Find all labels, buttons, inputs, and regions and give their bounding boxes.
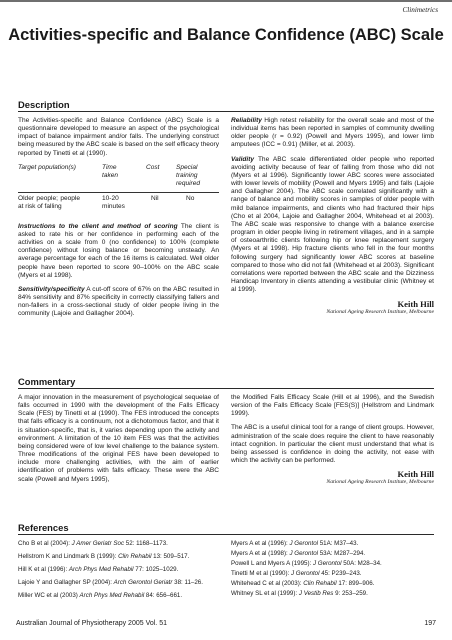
reference-journal: Arch Phys Med Rehabil <box>79 592 145 600</box>
reliability-paragraph <box>231 117 434 150</box>
commentary-author: Keith Hill <box>397 469 434 480</box>
reference-citation: 13: 509–517. <box>151 553 190 561</box>
commentary-right-text-2: The ABC is a useful clinical tool for a range of client groups. However, administration of the scale does require the client to have reasonably intact cognition. In particular the client must understand that what is being assessed is confidence in doing the activity, not ease with which the activity can be performed. <box>231 424 434 465</box>
table-row <box>18 195 219 223</box>
top-rule <box>0 0 452 2</box>
reference-authors: Myers A et al (1996): <box>231 540 290 547</box>
page-title: Activities-specific and Balance Confidence (ABC) Scale <box>8 26 444 44</box>
table-cell-time: 10-20 minutes <box>102 194 125 210</box>
references-left-column <box>18 540 219 605</box>
reference-journal: J Vestib Res <box>298 590 334 598</box>
reliability-lead: Reliability <box>231 117 262 124</box>
reference-item <box>18 579 219 587</box>
reference-journal: J Amer Geriatr Soc <box>71 540 125 547</box>
reference-item <box>231 550 434 558</box>
reference-journal: J Gerontol <box>289 550 319 558</box>
reference-item <box>231 570 434 578</box>
reference-authors: Whitehead C et al (2003): <box>231 580 304 588</box>
reference-citation: 52: 1168–1173. <box>124 540 168 547</box>
reference-item <box>18 553 219 561</box>
table-header-time: Time taken <box>102 163 119 179</box>
sensitivity-lead: Sensitivity/specificity <box>18 285 85 293</box>
commentary-affiliation: National Ageing Research Institute, Melbourne <box>326 479 434 486</box>
instructions-lead: Instructions to the client and method of scoring <box>18 222 178 230</box>
validity-lead: Validity <box>231 155 255 163</box>
reference-authors: Hellstrom K and Lindmark B (1999): <box>18 553 119 561</box>
instructions-text: The client is asked to rate his or her confidence in performing each of the activities on a scale from 0 (no confidence) to 100% (complete confidence) without losing balance or becoming unsteady. An average percentage for each of the 16 items is calculated. Well older people have been reported to score 90–100% on the ABC scale (Myers et al 1998). <box>18 222 219 279</box>
description-affiliation: National Ageing Research Institute, Melbourne <box>326 309 434 316</box>
reference-journal: Arch Phys Med Rehabil <box>68 566 134 574</box>
reference-citation: 53A: M287–294. <box>318 550 366 558</box>
reference-item <box>231 560 434 568</box>
reference-authors: Lajoie Y and Gallagher SP (2004): <box>18 579 114 587</box>
sensitivity-text: A cut-off score of 67% on the ABC resulted in 84% sensitivity and 87% specificity in correctly classifying fallers and non-fallers in a cross-sectional study of older people living in the community (Lajoie and Gallagher 2004). <box>18 285 219 318</box>
commentary-left-text: A major innovation in the measurement of psychological sequelae of falls occurred in 1990 with the development of the Falls Efficacy Scale (FES) by Tinetti et al (1990). The FES introduced the concepts that falls efficacy is a continuum, not a dichotomous factor, and that it is situation-specific, that is, it varies depending upon the activity and environment. A limitation of the 10 item FES was that the activities being considered were of low level challenge to the balance system. Three modifications of the original FES have been developed to include more challenging activities, with the aim of earlier identification of problems with falls efficacy. These were the ABC scale (Powell and Myers 1995), <box>18 394 219 483</box>
validity-paragraph <box>231 156 434 295</box>
table-header-training: Special training required <box>176 163 201 188</box>
summary-table-header <box>18 164 219 190</box>
reference-item <box>18 592 219 600</box>
commentary-heading: Commentary <box>18 376 76 387</box>
description-heading: Description <box>18 99 70 110</box>
reference-authors: Tinetti M et al (1990): <box>231 570 291 578</box>
reference-authors: Myers A et al (1998): <box>231 550 290 558</box>
description-intro: The Activities-specific and Balance Confidence (ABC) Scale is a questionnaire developed to measure an aspect of the psychological impact of balance impairment and/or falls. The underlying construct being measured by the ABC scale is based on the self efficacy theory reported by Tinetti et al (1990). <box>18 117 219 157</box>
sensitivity-paragraph <box>18 286 219 319</box>
description-right-column <box>231 117 434 317</box>
table-header-cost: Cost <box>146 163 160 171</box>
reference-citation: 17: 899–906. <box>336 580 375 588</box>
description-rule <box>18 111 434 112</box>
reference-authors: Miller WC et al (2003) <box>18 592 80 600</box>
reference-item <box>231 590 434 598</box>
reference-item <box>18 566 219 574</box>
reference-journal: J Gerontol <box>312 560 342 568</box>
table-cell-training: No <box>186 194 195 202</box>
reference-citation: 38: 11–26. <box>172 579 203 587</box>
table-cell-target: Older people; people at risk of falling <box>18 194 80 210</box>
journal-footer: Australian Journal of Physiotherapy 2005 Vol. 51 <box>16 620 167 627</box>
summary-table <box>18 164 219 223</box>
reference-authors: Cho B et al (2004): <box>18 540 72 547</box>
references-rule <box>18 534 434 535</box>
reference-journal: Clin Rehabil <box>303 580 337 588</box>
reference-journal: J Gerontol <box>290 570 320 578</box>
table-header-target: Target population(s) <box>18 163 76 171</box>
reference-citation: 77: 1025–1029. <box>133 566 179 574</box>
page-number: 197 <box>424 620 436 627</box>
reference-citation: 51A: M37–43. <box>318 540 359 547</box>
reference-citation: 50A: M28–34. <box>341 560 382 568</box>
reference-journal: Arch Gerontol Geriatr <box>113 579 173 587</box>
reference-item <box>18 540 219 548</box>
description-author: Keith Hill <box>397 299 434 310</box>
table-rule <box>18 192 219 193</box>
reliability-text: High retest reliability for the overall scale and most of the individual items has been reported in samples of community dwelling older people (r = 0.92) (Powell and Myers 1995), and lower limb amputees (ICC = 0.91) (Miller, et al. 2003). <box>231 117 434 149</box>
reference-citation: 84: 656–661. <box>144 592 183 600</box>
description-left-column <box>18 117 219 325</box>
commentary-left-column <box>18 394 219 490</box>
reference-citation: 45: P239–243. <box>319 570 362 578</box>
reference-item <box>231 580 434 588</box>
references-right-column <box>231 540 434 601</box>
commentary-right-column <box>231 394 434 487</box>
reference-authors: Whitney SL et al (1999): <box>231 590 299 598</box>
reference-authors: Powell L and Myers A (1995): <box>231 560 313 568</box>
references-heading: References <box>18 522 69 533</box>
reference-item <box>231 540 434 548</box>
reference-journal: J Gerontol <box>289 540 319 547</box>
table-cell-cost: Nil <box>151 194 159 202</box>
section-label: Clinimetrics <box>402 6 438 14</box>
instructions-paragraph <box>18 223 219 280</box>
commentary-rule <box>18 388 434 389</box>
validity-text: The ABC scale differentiated older people who reported avoiding activity because of fear of falling from those who did not (Myers et al 1996). Significantly lower ABC scores were associated with lower levels of mobility (Powell and Myers 1995) and falls (Lajoie and Gallagher 2004). The ABC scale correlated significantly with a range of balance and mobility scores in samples of older people with mild balance impairments, and clients who had fractured their hips (Cho et al 2004, Lajoie and Gallagher 2004, Whitehead et al 2003). The ABC scale was responsive to change with a balance exercise program in older people living in retirement villages, and in a sample of osteoarthritic clients following hip or knee replacement surgery (Myers et al 1998). Hip fracture clients who fell in the four months following surgery had significantly lower ABC scores at baseline compared to those who did not fall (Whitehead et al 2003). Significant correlations were reported between the ABC scale and the Dizziness Handicap Inventory in clients attending a vestibular clinic (Whitney et al 1999). <box>231 155 434 294</box>
reference-journal: Clin Rehabil <box>118 553 152 561</box>
reference-citation: 9: 253–259. <box>333 590 368 598</box>
commentary-right-text-1: the Modified Falls Efficacy Scale (Hill et al 1996), and the Swedish version of the Falls Efficacy Scale [FES(S)] (Hellstrom and Lindmark 1999). <box>231 394 434 418</box>
reference-authors: Hill K et al (1996): <box>18 566 69 574</box>
